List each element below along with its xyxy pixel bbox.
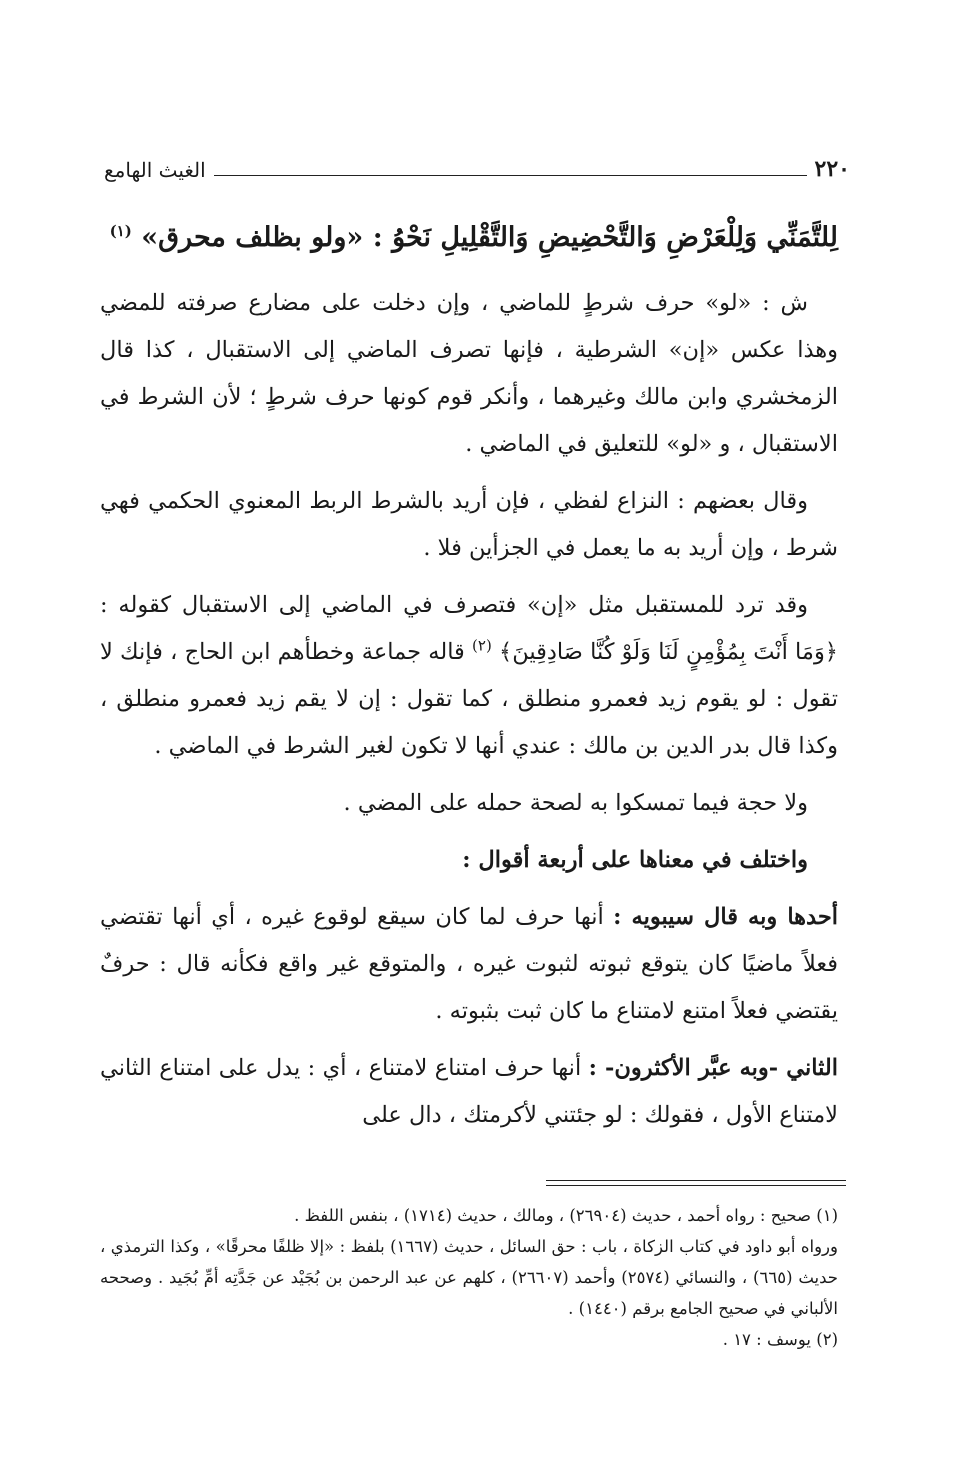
footnote-1-line-1: (١) صحيح : رواه أحمد ، حديث (٢٦٩٠٤) ، ومالك ، حديث (١٧١٤) ، بنفس اللفظ .	[294, 1206, 838, 1225]
paragraph-4: ولا حجة فيما تمسكوا به لصحة حمله على المضي .	[343, 790, 808, 816]
paragraph-3	[100, 582, 838, 770]
footnote-2: (٢) يوسف : ١٧ .	[722, 1330, 838, 1349]
header-rule	[214, 175, 807, 176]
page-number: ٢٢٠	[814, 156, 850, 182]
paragraph-3-part-2: قاله جماعة وخطأهم ابن الحاج ، فإنك لا تقول : لو يقوم زيد فعمرو منطلق ، كما تقول : إن لا يقم زيد فعمرو منطلق ، وكذا قال بدر الدين بن مالك : عندي أنها لا تكون لغير الشرط في الماضي .	[100, 639, 838, 759]
paragraph-2: وقال بعضهم : النزاع لفظي ، فإن أريد بالشرط الربط المعنوي الحكمي فهي شرط ، وإن أريد به ما يعمل في الجزأين فلا .	[100, 488, 838, 561]
book-title: الغيث الهامع	[104, 158, 206, 182]
paragraph-7	[100, 1045, 838, 1139]
running-header	[104, 150, 850, 182]
paragraph-6-rest: أنها حرف لما كان سيقع لوقوع غيره ، أي أنها تقتضي فعلاً ماضيًا كان يتوقع ثبوته لثبوت غيره ، والمتوقع غير واقع فكأنه قال : حرفٌ يقتضي فعلاً امتنع لامتناع ما كان ثبت بثبوته .	[100, 904, 838, 1024]
verse-line	[100, 210, 838, 266]
paragraph-1: ش : «لو» حرف شرطٍ للماضي ، وإن دخلت على مضارع صرفته للمضي وهذا عكس «إن» الشرطية ، فإنها تصرف الماضي إلى الاستقبال ، كذا قال الزمخشري وابن مالك وغيرهما ، وأنكر قوم كونها حرف شرطٍ ؛ لأن الشرط في الاستقبال ، و «لو» للتعليق في الماضي .	[100, 290, 838, 457]
main-text	[100, 210, 838, 1149]
verse-text: لِلتَّمَنِّي وَلِلْعَرْضِ وَالتَّحْضِيضِ وَالتَّقْلِيلِ نَحْوُ : «ولو بظلف محرق»	[141, 222, 838, 253]
paragraph-7-rest: أنها حرف امتناع لامتناع ، أي : يدل على امتناع الثاني لامتناع الأول ، فقولك : لو جئتني لأكرمتك ، دال على	[100, 1055, 838, 1128]
footnote-ref-1: (١)	[109, 222, 132, 240]
footnotes	[100, 1200, 838, 1355]
paragraph-6	[100, 894, 838, 1035]
footnote-separator	[546, 1180, 846, 1186]
paragraph-6-lead: أحدها وبه قال سيبويه :	[613, 904, 839, 930]
footnote-ref-2: (٢)	[472, 636, 492, 655]
paragraph-7-lead: الثاني -وبه عبَّر الأكثرون- :	[588, 1055, 839, 1081]
paragraph-3-part-1: وقد ترد للمستقبل مثل «إن» فتصرف في الماضي إلى الاستقبال كقوله : ﴿وَمَا أَنْتَ بِمُؤْمِنٍ لَنَا وَلَوْ كُنَّا صَادِقِينَ﴾	[100, 592, 838, 665]
footnote-1-line-2: ورواه أبو داود في كتاب الزكاة ، باب : حق السائل ، حديث (١٦٦٧) بلفظ : «إلا ظلفًا محرقًا» ، وكذا الترمذي ، حديث (٦٦٥) ، والنسائي (٢٥٧٤) وأحمد (٢٦٦٠٧) ، كلهم عن عبد الرحمن بن بُجَيْد عن جَدَّتِه أمِّ بُجَيد . وصححه الألباني في صحيح الجامع برقم (١٤٤٠) .	[100, 1237, 838, 1318]
section-heading: واختلف في معناها على أربعة أقوال :	[462, 847, 808, 873]
